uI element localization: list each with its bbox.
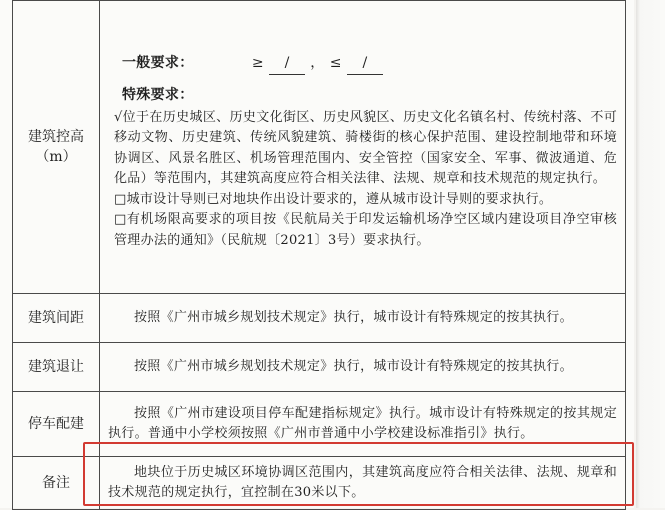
remarks-content: 地块位于历史城区环境协调区范围内，其建筑高度应符合相关法律、法规、规章和技术规范的规定执行，宜控制在30米以下。 [100,457,626,510]
general-requirement-label: 一般要求： [122,55,194,71]
setback-content: 按照《广州市城乡规划技术规定》执行，城市设计有特殊规定的按其执行。 [100,343,626,392]
height-control-label [13,1,100,294]
parking-label: 停车配建 [13,392,100,457]
height-control-label-line2: （m） [35,149,77,165]
table-row-spacing [13,294,626,343]
table-row-setback [13,343,626,392]
general-requirement [108,41,617,81]
special-item-urban-design: □城市设计导则已对地块作出设计要求的，遵从城市设计导则的要求执行。 [114,191,553,207]
page-edge-shadow [636,0,665,508]
comma-separator: ， [310,55,325,71]
min-height-blank: / [269,53,305,75]
parking-content: 按照《广州市建设项目停车配建指标规定》执行。城市设计有特殊规定的按其规定执行。普通中小学校须按照《广州市普通中小学校建设标准指引》执行。 [100,392,626,457]
max-height-blank: / [347,53,383,75]
spacing-content: 按照《广州市城乡规划技术规定》执行，城市设计有特殊规定的按其执行。 [100,294,626,343]
le-symbol: ≤ [329,55,342,71]
special-item-airport: □有机场限高要求的项目按《民航局关于印发运输机场净空区域内建设项目净空审核管理办法的通知》（民航规〔2021〕3号）要求执行。 [114,212,617,248]
setback-label: 建筑退让 [13,343,100,392]
remarks-label: 备注 [13,457,100,510]
special-requirement-label: 特殊要求： [122,87,194,103]
spacing-label: 建筑间距 [13,294,100,343]
table-row-height-control [13,1,626,294]
table-row-remarks [13,457,626,510]
table-row-parking [13,392,626,457]
planning-conditions-table [12,0,626,510]
special-item-historic-area: √位于在历史城区、历史文化街区、历史风貌区、历史文化名镇名村、传统村落、不可移动文物、历史建筑、传统风貌建筑、骑楼街的核心保护范围、建设控制地带和环境协调区、风景名胜区、机场管理范围内、安全管控（国家安全、军事、微波通道、危化品）等范围内，其建筑高度应符合相关法律、法规、规章和技术规范的规定执行。 [114,109,617,186]
height-control-label-line1: 建筑控高 [28,129,84,145]
height-control-content [100,1,626,294]
ge-symbol: ≥ [251,55,264,71]
